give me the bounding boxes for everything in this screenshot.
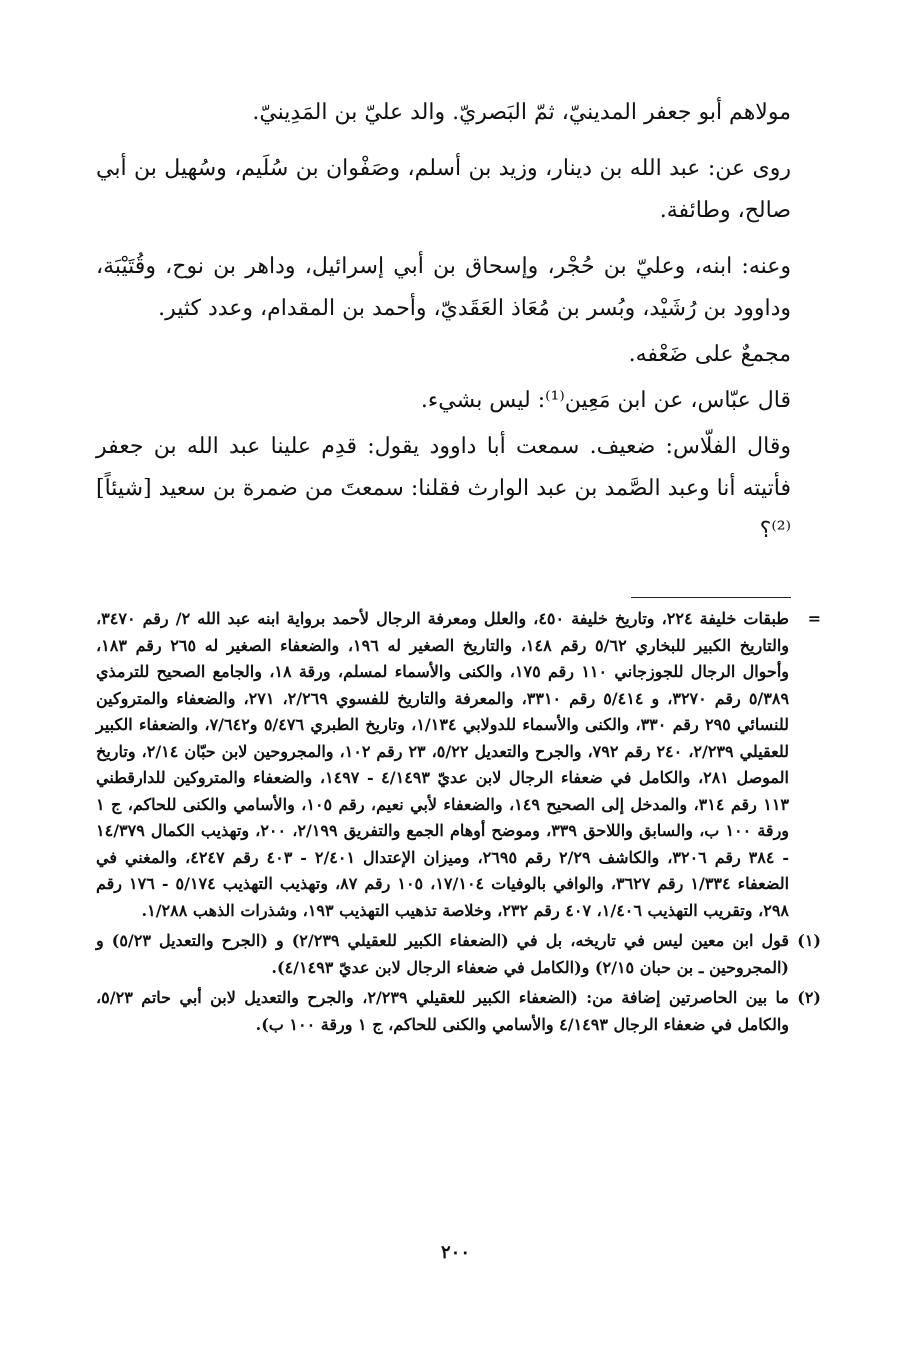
footnote-1-mark: (١) xyxy=(797,931,821,950)
footnote-1-text: قول ابن معين ليس في تاريخه، بل في (الضعفاء الكبير للعقيلي ٢/٢٣٩) و (الجرح والتعديل ٥/٢٣) و (المجروحين ـ بن حبان ٢/١٥) و(الكامل في ضعفاء الرجال لابن عديّ ٤/١٤٩٣). xyxy=(96,931,790,977)
paragraph-ibn-main-quote: قال عبّاس، عن ابن مَعِين⁽¹⁾: ليس بشيء. xyxy=(420,388,791,413)
footnotes xyxy=(96,606,821,1042)
footnote-2 xyxy=(96,985,821,1038)
main-text xyxy=(96,92,791,556)
footnote-1 xyxy=(96,928,821,981)
footnote-continuation-mark: = xyxy=(807,609,821,628)
footnote-separator xyxy=(631,597,791,598)
page-number: ٢٠٠ xyxy=(440,1242,470,1263)
paragraph-narrated-from: روى عن: عبد الله بن دينار، وزيد بن أسلم، وصَفْوان بن سُلَيم، وسُهيل بن أبي صالح، وطائفة. xyxy=(96,156,791,223)
footnote-continuation xyxy=(96,606,821,924)
paragraph-consensus: مجمعٌ على ضَعْفه. xyxy=(628,342,791,367)
paragraph-lineage: مولاهم أبو جعفر المدينيّ، ثمّ البَصريّ. والد عليّ بن المَدِينيّ. xyxy=(252,100,791,125)
footnote-2-text: ما بين الحاصرتين إضافة من: (الضعفاء الكبير للعقيلي ٢/٢٣٩، والجرح والتعديل لابن أبي حاتم ٥/٢٣، والكامل في ضعفاء الرجال ٤/١٤٩٣ والأسامي والكنى للحاكم، ج ١ ورقة ١٠٠ ب). xyxy=(96,988,789,1034)
footnote-2-mark: (٢) xyxy=(797,988,821,1007)
paragraph-narrators: وعنه: ابنه، وعليّ بن حُجْر، وإسحاق بن أبي إسرائيل، وداهر بن نوح، وقُتَيْبَة، وداوود بن رُشَيْد، وبُسر بن مُعَاذ العَقَديّ، وأحمد بن المقدام، وعدد كثير. xyxy=(96,254,791,321)
footnote-continuation-text: طبقات خليفة ٢٢٤، وتاريخ خليفة ٤٥٠، والعلل ومعرفة الرجال لأحمد برواية ابنه عبد الله ٢/ رقم ٣٤٧٠، والتاريخ الكبير للبخاري ٥/٦٢ رقم ١٤٨، والتاريخ الصغير له ١٩٦، والضعفاء الصغير له ٢٦٥ رقم ١٨٣، وأحوال الرجال للجوزجاني ١١٠ رقم ١٧٥، والكنى والأسماء لمسلم، ورقة ١٨، والجامع الصحيح للترمذي ٥/٣٨٩ رقم ٣٢٧٠، و ٥/٤١٤ رقم ٣٣١٠، والمعرفة والتاريخ للفسوي ٢/٢٦٩، ٢٧١، والضعفاء والمتروكين للنسائي ٢٩٥ رقم ٣٣٠، والكنى والأسماء للدولابي ١/١٣٤، وتاريخ الطبري ٥/٤٧٦ و٧/٦٤٢، والضعفاء الكبير للعقيلي ٢/٢٣٩، ٢٤٠ رقم ٧٩٢، والجرح والتعديل ٥/٢٢، ٢٣ رقم ١٠٢، والمجروحين لابن حبّان ٢/١٤، وتاريخ الموصل ٢٨١، والكامل في ضعفاء الرجال لابن عديّ ٤/١٤٩٣ - ١٤٩٧، والضعفاء والمتروكين للدارقطني ١١٣ رقم ٣١٤، والمدخل إلى الصحيح ١٤٩، والضعفاء لأبي نعيم، رقم ١٠٥، والأسامي والكنى للحاكم، ج ١ ورقة ١٠٠ ب، والسابق واللاحق ٣٣٩، وموضح أوهام الجمع والتفريق ٢/١٩٩، ٢٠٠، وتهذيب الكمال ١٤/٣٧٩ - ٣٨٤ رقم ٣٢٠٦، والكاشف ٢/٢٩ رقم ٢٦٩٥، وميزان الإعتدال ٢/٤٠١ - ٤٠٣ رقم ٤٢٤٧، والمغني في الضعفاء ١/٣٣٤ رقم ٣٦٢٧، والوافي بالوفيات ١٧/١٠٤، ١٠٥ رقم ٨٧، وتهذيب التهذيب ٥/١٧٤ - ١٧٦ رقم ٢٩٨، وتقريب التهذيب ١/٤٠٦، ٤٠٧ رقم ٢٣٢، وخلاصة تذهيب التهذيب ١٩٣، وشذرات الذهب ١/٢٨٨. xyxy=(96,609,790,920)
paragraph-fallas-quote: وقال الفلّاس: ضعيف. سمعت أبا داوود يقول: قدِم علينا عبد الله بن جعفر فأتيته أنا وعبد الصَّمد بن عبد الوارث فقلنا: سمعتَ من ضمرة بن سعيد [شيئاً]⁽²⁾؟ xyxy=(96,434,791,543)
